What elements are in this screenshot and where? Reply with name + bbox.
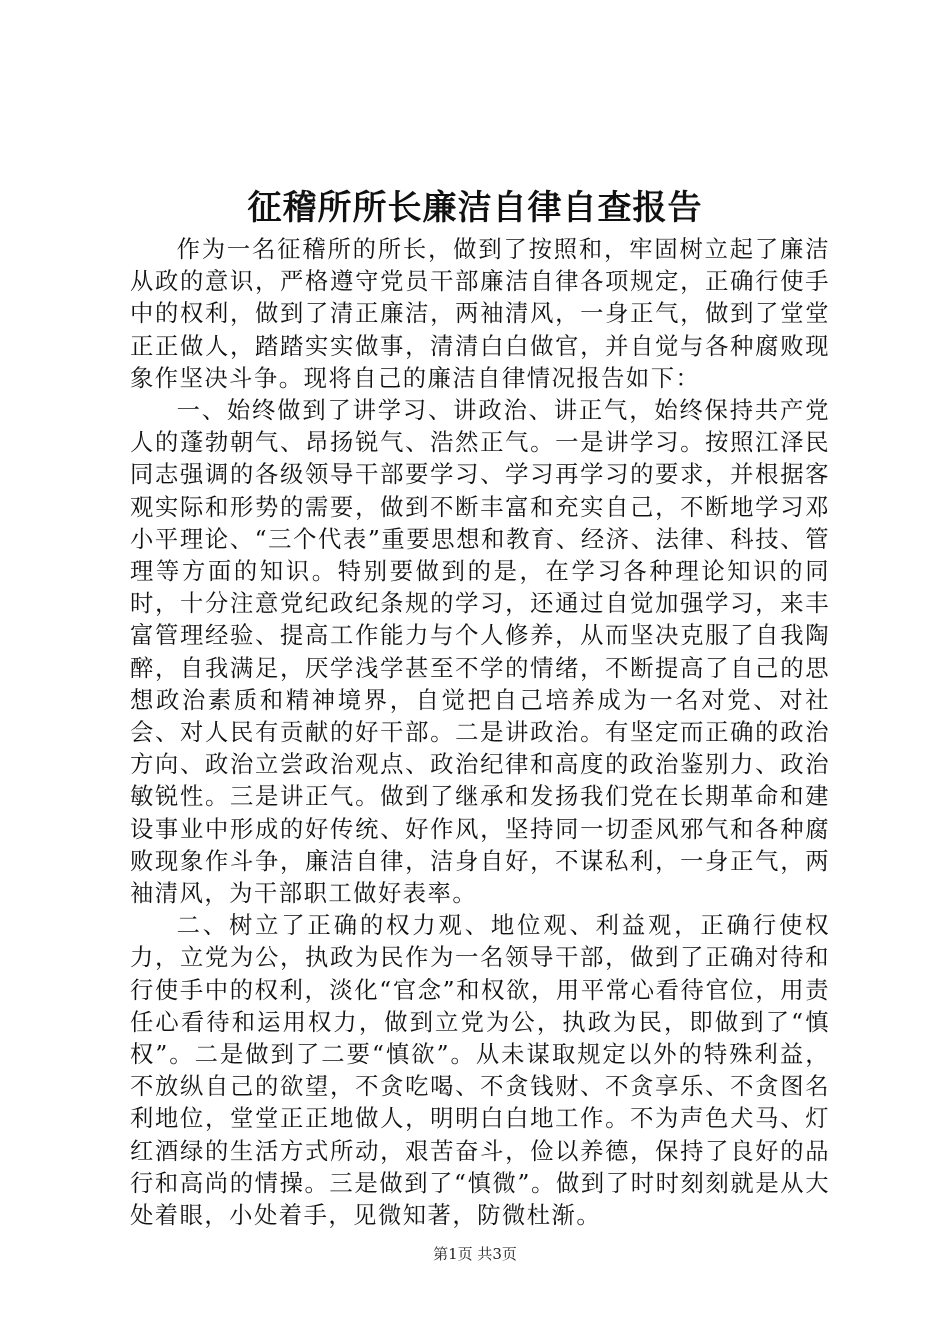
document-body <box>130 234 830 1232</box>
paragraph-intro: 作为一名征稽所的所长，做到了按照和，牢固树立起了廉洁从政的意识，严格遵守党员干部廉洁自律各项规定，正确行使手中的权利，做到了清正廉洁，两袖清风，一身正气，做到了堂堂正正做人，踏踏实实做事，清清白白做官，并自觉与各种腐败现象作坚决斗争。现将自己的廉洁自律情况报告如下： <box>130 236 830 392</box>
paragraph-section-two: 二、树立了正确的权力观、地位观、利益观，正确行使权力，立党为公，执政为民作为一名领导干部，做到了正确对待和行使手中的权利，淡化“官念”和权欲，用平常心看待官位，用责任心看待和运用权力，做到立党为公，执政为民，即做到了“慎权”。二是做到了二要“慎欲”。从未谋取规定以外的特殊利益，不放纵自己的欲望，不贪吃喝、不贪钱财、不贪享乐、不贪图名利地位，堂堂正正地做人，明明白白地工作。不为声色犬马、灯红酒绿的生活方式所动，艰苦奋斗，俭以养德，保持了良好的品行和高尚的情操。三是做到了“慎微”。做到了时时刻刻就是从大处着眼，小处着手，见微知著，防微杜渐。 <box>130 912 830 1230</box>
document-title: 征稽所所长廉洁自律自查报告 <box>247 188 703 228</box>
paragraph-section-one: 一、始终做到了讲学习、讲政治、讲正气，始终保持共产党人的蓬勃朝气、昂扬锐气、浩然正气。一是讲学习。按照江泽民同志强调的各级领导干部要学习、学习再学习的要求，并根据客观实际和形势的需要，做到不断丰富和充实自己，不断地学习邓小平理论、“三个代表”重要思想和教育、经济、法律、科技、管理等方面的知识。特别要做到的是，在学习各种理论知识的同时，十分注意党纪政纪条规的学习，还通过自觉加强学习，来丰富管理经验、提高工作能力与个人修养，从而坚决克服了自我陶醉，自我满足，厌学浅学甚至不学的情绪，不断提高了自己的思想政治素质和精神境界，自觉把自己培养成为一名对党、对社会、对人民有贡献的好干部。二是讲政治。有坚定而正确的政治方向、政治立尝政治观点、政治纪律和高度的政治鉴别力、政治敏锐性。三是讲正气。做到了继承和发扬我们党在长期革命和建设事业中形成的好传统、好作风，坚持同一切歪风邪气和各种腐败现象作斗争，廉洁自律，洁身自好，不谋私利，一身正气，两袖清风，为干部职工做好表率。 <box>130 397 830 908</box>
page-number-footer: 第1页 共3页 <box>433 1245 517 1263</box>
